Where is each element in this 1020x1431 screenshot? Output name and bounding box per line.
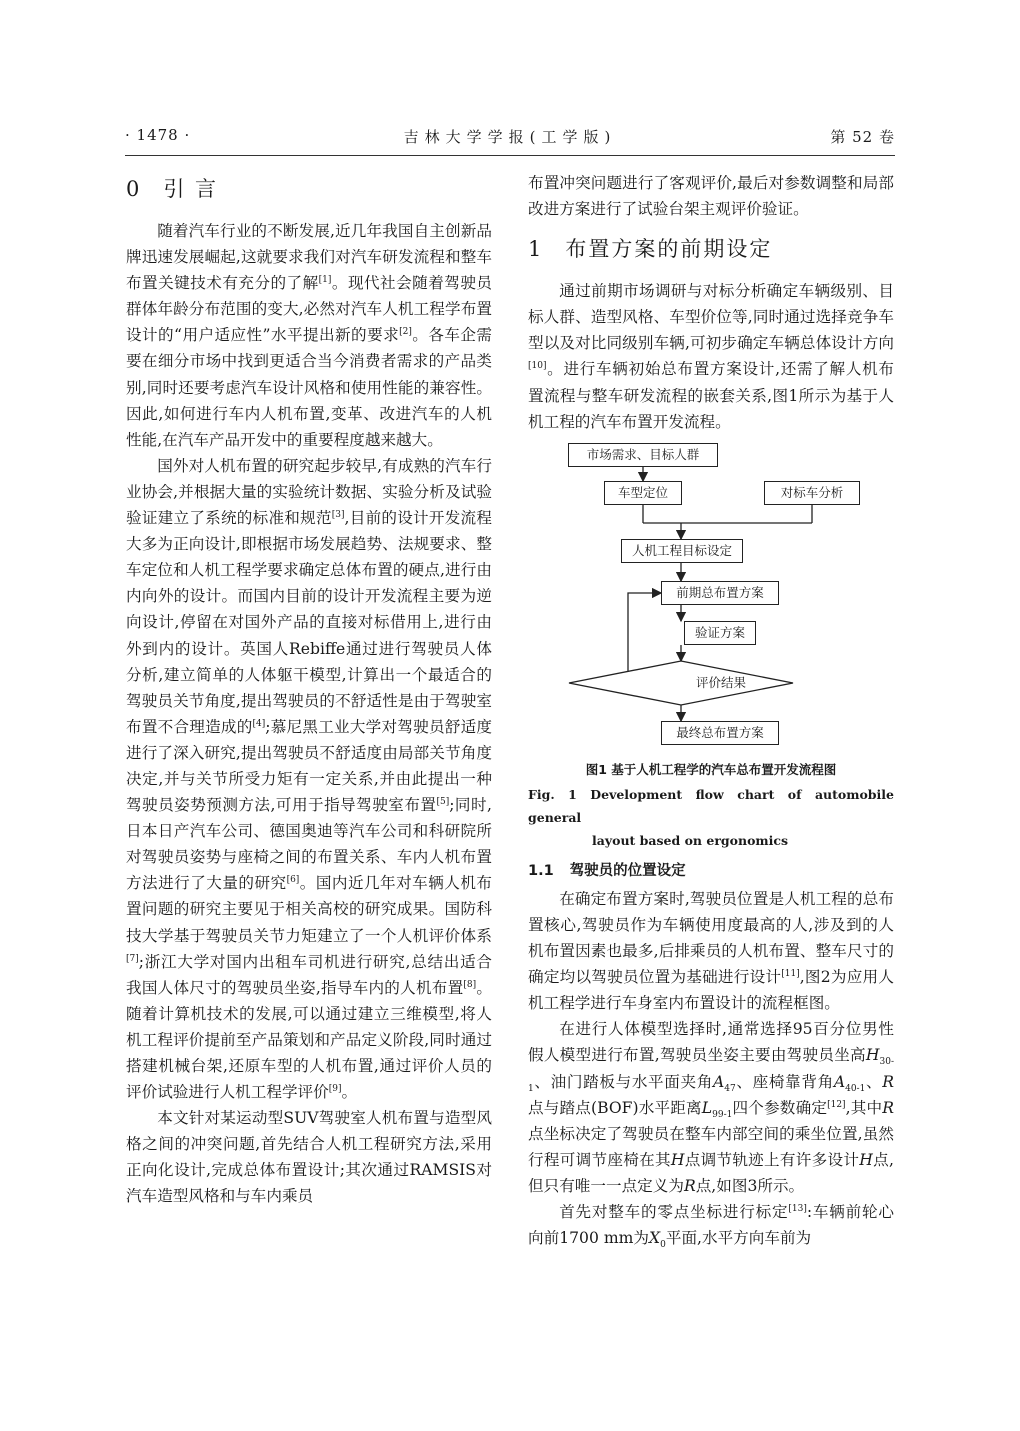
section-heading-intro [126, 174, 492, 204]
citation: [4] [252, 718, 266, 729]
left-column [126, 170, 492, 1210]
citation: [5] [436, 797, 450, 808]
citation: [13] [788, 1203, 807, 1214]
citation: [11] [781, 969, 800, 980]
citation: [6] [286, 875, 300, 886]
paragraph: 在确定布置方案时,驾驶员位置是人机工程的总布置核心,驾驶员作为车辆使用度最高的人,涉及到的人机布置因素也最多,后排乘员的人机布置、整车尺寸的确定均以驾驶员位置为基础进行设计[11],图2为应用人机工程学进行车身室内布置设计的流程框图。 [528, 889, 894, 1013]
paragraph: 本文针对某运动型SUV驾驶室人机布置与造型风格之间的冲突问题,首先结合人机工程研究方法,采用正向化设计,完成总体布置设计;其次通过RAMSIS对汽车造型风格和与车内乘员 [126, 1109, 492, 1206]
section-title: 布置方案的前期设定 [565, 237, 773, 262]
subsection-heading-1-1: 1.1 驾驶员的位置设定 [528, 862, 686, 879]
citation: [7] [126, 953, 139, 964]
flow-node-final: 最终总布置方案 [661, 721, 779, 745]
flow-node-positioning: 车型定位 [604, 481, 682, 505]
header-rule [125, 155, 895, 156]
figure-caption-en: Fig. 1 Development flow chart of automobile general layout based on ergonomics [528, 786, 894, 848]
paragraph: 通过前期市场调研与对标分析确定车辆级别、目标人群、造型风格、车型价位等,同时通过选择竞争车型以及对比同级别车辆,可初步确定车辆总体设计方向[10]。进行车辆初始总布置方案设计,还需了解人机布置流程与整车研发流程的嵌套关系,图1所示为基于人机工程的汽车布置开发流程。 [528, 282, 894, 431]
paragraph: 在进行人体模型选择时,通常选择95百分位男性假人模型进行布置,驾驶员坐姿主要由驾驶员坐高$H_{30-1}$、油门踏板与水平面夹角$A_{47}$、座椅靠背角$A_{40-1}$、R点与踏点(BOF)水平距离$L_{99-1}$四个参数确定[12],其中R点坐标决定了驾驶员在整车内部空间的乘坐位置,虽然行程可调节座椅在其H点调节轨迹上有许多设计H点,但只有唯一一点定义为R点,如图3所示。 [528, 1020, 894, 1195]
figure-caption-cn: 图1 基于人机工程学的汽车总布置开发流程图 [585, 761, 837, 777]
flow-node-early-scheme: 前期总布置方案 [661, 581, 779, 605]
section-number: 0 [126, 177, 142, 201]
citation: [2] [399, 327, 412, 338]
section-title: 引 言 [163, 177, 219, 201]
flow-node-benchmark: 对标车分析 [764, 481, 860, 505]
page-number: · 1478 · [125, 126, 191, 144]
paragraph: 布置冲突问题进行了客观评价,最后对参数调整和局部改进方案进行了试验台架主观评价验证。 [528, 174, 894, 219]
volume-number: 第 52 卷 [830, 128, 895, 146]
citation: [9] [328, 1084, 342, 1095]
running-header [125, 126, 895, 152]
paragraph: 随着汽车行业的不断发展,近几年我国自主创新品牌迅速发展崛起,这就要求我们对汽车研发流程和整车布置关键技术有充分的了解[1]。现代社会随着驾驶员群体年龄分布范围的变大,必然对汽车人机工程学布置设计的“用户适应性”水平提出新的要求[2]。各车企需要在细分市场中找到更适合当今消费者需求的产品类别,同时还要考虑汽车设计风格和使用性能的兼容性。因此,如何进行车内人机布置,变革、改进汽车的人机性能,在汽车产品开发中的重要程度越来越大。 [126, 222, 492, 449]
section-heading-1 [528, 234, 894, 264]
flow-chart-figure [528, 439, 894, 757]
citation: [1] [318, 275, 332, 286]
section-number: 1 [528, 237, 544, 262]
citation: [12] [827, 1099, 846, 1110]
journal-title: 吉林大学学报(工学版) [403, 128, 617, 146]
citation: [3] [331, 510, 345, 521]
citation: [10] [528, 361, 547, 372]
right-column [528, 170, 894, 1251]
flow-node-ergo-target: 人机工程目标设定 [621, 539, 743, 563]
flow-node-verify: 验证方案 [684, 621, 756, 645]
flow-node-market: 市场需求、目标人群 [568, 443, 718, 467]
paragraph: 国外对人机布置的研究起步较早,有成熟的汽车行业协会,并根据大量的实验统计数据、实验分析及试验验证建立了系统的标准和规范[3],目前的设计开发流程大多为正向设计,即根据市场发展趋势、法规要求、整车定位和人机工程学要求确定总体布置的硬点,进行由内向外的设计。而国内目前的设计开发流程主要为逆向设计,停留在对国外产品的直接对标借用上,进行由外到内的设计。英国人Rebiffe通过进行驾驶员人体分析,建立简单的人体躯干模型,计算出一个最适合的驾驶员关节角度,提出驾驶员的不舒适性是由于驾驶室布置不合理造成的[4];慕尼黑工业大学对驾驶员舒适度进行了深入研究,提出驾驶员不舒适度由局部关节角度决定,并与关节所受力矩有一定关系,并由此提出一种驾驶员姿势预测方法,可用于指导驾驶室布置[5];同时,日本日产汽车公司、德国奥迪等汽车公司和科研院所对驾驶员姿势与座椅之间的布置关系、车内人机布置方法进行了大量的研究[6]。国内近几年对车辆人机布置问题的研究主要见于相关高校的研究成果。国防科技大学基于驾驶员关节力矩建立了一个人机评价体系[7];浙江大学对国内出租车司机进行研究,总结出适合我国人体尺寸的驾驶员坐姿,指导车内的人机布置[8]。随着计算机技术的发展,可以通过建立三维模型,将人机工程评价提前至产品策划和产品定义阶段,同时通过搭建机械台架,还原车型的人机布置,通过评价人员的评价试验进行人机工程学评价[9]。 [126, 456, 492, 1102]
citation: [8] [463, 979, 477, 990]
paragraph: 首先对整车的零点坐标进行标定[13]:车辆前轮心向前1700 mm为$X_0$平面,水平方向车前为 [528, 1202, 894, 1251]
flow-node-evaluate: 评价结果 [695, 674, 746, 690]
